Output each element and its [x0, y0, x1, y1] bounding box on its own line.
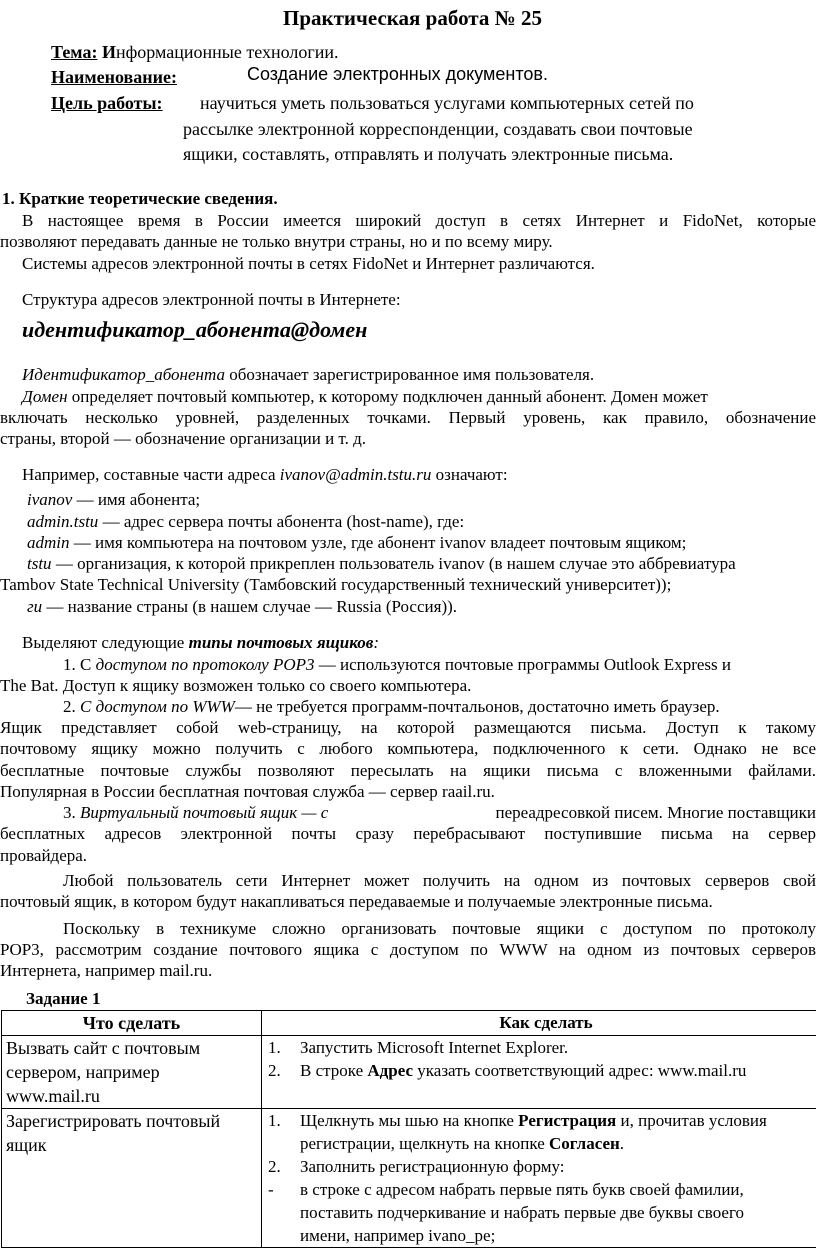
dash-bullet: - [266, 1178, 300, 1247]
type-2-term: С доступом по WWW [80, 697, 235, 716]
part-term: ivanov [27, 490, 72, 509]
types-post: : [373, 633, 379, 652]
example-line [22, 464, 816, 486]
step-text-pre: В строке [300, 1061, 367, 1080]
domain-line-2: включать несколько уровней, разделенных точками. Первый уровень, как правило, обозначение [0, 407, 816, 429]
paragraph-intro-line-1: В настоящее время в России имеется широкий доступ в сетях Интернет и FidoNet, которые [0, 210, 816, 232]
type-2-line-2: Ящик представляет собой web-страницу, на которой размещаются письма. Доступ к такому [0, 717, 816, 739]
domain-def: определяет почтовый компьютер, к которому подключен данный абонент. Домен может [68, 387, 708, 406]
step-number: 1. [266, 1036, 300, 1059]
domain-term: Домен [22, 387, 68, 406]
subitem-line-1: в строке с адресом набрать первые пять букв своей фамилии, [300, 1180, 744, 1199]
name-line [51, 65, 177, 89]
type-2-line-1 [63, 696, 816, 718]
part-term: ги [27, 597, 42, 616]
task-heading: Задание 1 [26, 989, 100, 1009]
part-term: admin.tstu [27, 512, 98, 531]
id-definition [22, 364, 816, 386]
type-2-line-3: почтовому ящику можно получить с любого компьютера, подключенного к сети. Однако не все [0, 738, 816, 760]
goal-line-2: рассылке электронной корреспонденции, создавать свои почтовые [183, 117, 693, 141]
type-3-def: переадресовкой писем. Многие поставщики [495, 802, 816, 824]
name-label: Наименование: [51, 67, 177, 87]
cell-how [262, 1036, 816, 1109]
example-pre: Например, составные части адреса [22, 465, 280, 484]
part-ivanov [27, 489, 816, 511]
step-text [300, 1109, 816, 1155]
paragraph-since-line-1: Поскольку в техникуме сложно организовать почтовые ящики с доступом по протоколу [0, 918, 816, 940]
part-admin [27, 532, 816, 554]
id-def: обозначает зарегистрированное имя пользователя. [225, 365, 594, 384]
step-text [300, 1059, 816, 1082]
types-pre: Выделяют следующие [22, 633, 189, 652]
type-1-line-2: The Bat. Доступ к ящику возможен только со своего компьютера. [0, 675, 816, 697]
paragraph-structure: Структура адресов электронной почты в Интернете: [22, 289, 816, 311]
type-3-line-2: бесплатных адресов электронной почты сразу перебрасывают поступившие письма на сервер [0, 823, 816, 845]
section-heading: 1. Краткие теоретические сведения. [2, 189, 278, 209]
topic-value: нформационные технологии. [116, 42, 339, 62]
paragraph-intro-line-2: позволяют передавать данные не только внутри страны, но и по всему миру. [0, 231, 816, 253]
types-term: типы почтовых ящиков [189, 633, 374, 652]
type-2-line-5: Популярная в России бесплатная почтовая служба — сервер raail.ru. [0, 781, 816, 803]
goal-label-line [51, 91, 163, 115]
subitem-line-3: имени, например ivano_pe; [300, 1226, 495, 1245]
paragraph-any-user-line-2: почтовый ящик, в котором будут накапливаться передаваемые и получаемые электронные письма. [0, 891, 816, 913]
step-number: 2. [266, 1155, 300, 1178]
paragraph-systems: Системы адресов электронной почты в сетях FidoNet и Интернет различаются. [22, 253, 816, 275]
step-text-post: указать соответствующий адрес: www.mail.ru [413, 1061, 746, 1080]
type-2-line-4: бесплатные почтовые службы позволяют пересылать на ящики письма с вложенными файлами. [0, 760, 816, 782]
goal-label: Цель работы: [51, 93, 163, 113]
paragraph-any-user-line-1: Любой пользователь сети Интернет может получить на одном из почтовых серверов свой [0, 870, 816, 892]
subitem-line-2: поставить подчеркивание и набрать первые две буквы своего [300, 1203, 744, 1222]
part-def: — организация, к которой прикреплен пользователь ivanov (в нашем случае это аббревиатура [52, 554, 736, 573]
topic-label: Тема: [51, 42, 97, 62]
step-number: 1. [266, 1109, 300, 1155]
part-def: — адрес сервера почты абонента (host-name), где: [98, 512, 464, 531]
part-def: — имя абонента; [72, 490, 200, 509]
table-row [2, 1109, 816, 1248]
table-header-row [2, 1011, 816, 1036]
type-1-line-1 [63, 654, 816, 676]
type-1-pre: 1. С [63, 655, 96, 674]
step-text-line-2: регистрации, щелкнуть на кнопке [300, 1134, 549, 1153]
part-tstu [27, 553, 816, 575]
step-item [266, 1109, 816, 1155]
step-item [266, 1036, 816, 1059]
cell-how [262, 1109, 816, 1248]
address-keyword: Адрес [367, 1061, 413, 1080]
goal-line-3: ящики, составлять, отправлять и получать электронные письма. [183, 142, 673, 166]
step-subitem [266, 1178, 816, 1247]
types-intro [22, 632, 816, 654]
part-term: tstu [27, 554, 52, 573]
name-value: Создание электронных документов. [247, 64, 548, 85]
part-term: admin [27, 533, 70, 552]
id-term: Идентификатор_абонента [22, 365, 225, 384]
goal-line-1: научиться уметь пользоваться услугами компьютерных сетей по [200, 91, 694, 115]
step-text-end: . [620, 1134, 624, 1153]
paragraph-since-line-2: POP3, рассмотрим создание почтового ящика с доступом по WWW на одном из почтовых серверов [0, 939, 816, 961]
column-header-what: Что сделать [2, 1011, 262, 1036]
type-3-line-1 [63, 802, 816, 824]
domain-line-3: страны, второй — обозначение организации и т. д. [0, 428, 816, 450]
address-formula: идентификатор_абонента@домен [22, 317, 367, 343]
step-item [266, 1155, 816, 1178]
part-tstu-continued: Tambov State Technical University (Тамбовский государственный технический университет)); [0, 574, 816, 596]
task-table [1, 1010, 816, 1248]
part-def: — имя компьютера на почтовом узле, где абонент ivanov владеет почтовым ящиком; [70, 533, 687, 552]
step-text [300, 1178, 816, 1247]
type-1-def: — используются почтовые программы Outlook Express и [315, 655, 731, 674]
type-3-line-3: провайдера. [0, 845, 816, 867]
step-number: 2. [266, 1059, 300, 1082]
part-admin-tstu [27, 511, 816, 533]
part-def: — название страны (в нашем случае — Russia (Россия)). [42, 597, 457, 616]
step-text-pre: Щелкнуть мы шью на кнопке [300, 1111, 518, 1130]
column-header-how: Как сделать [262, 1011, 816, 1036]
type-2-def: — не требуется программ-почтальонов, достаточно иметь браузер. [235, 697, 720, 716]
step-item [266, 1059, 816, 1082]
type-3-pre: 3. [63, 803, 80, 822]
example-post: означают: [431, 465, 507, 484]
paragraph-since-line-3: Интернета, например mail.ru. [0, 960, 816, 982]
type-3-left [63, 802, 328, 824]
agree-keyword: Согласен [549, 1134, 620, 1153]
step-text: Заполнить регистрационную форму: [300, 1155, 816, 1178]
type-2-pre: 2. [63, 697, 80, 716]
page-title: Практическая работа № 25 [283, 6, 542, 31]
register-keyword: Регистрация [518, 1111, 616, 1130]
part-ru [27, 596, 816, 618]
step-text: Запустить Microsoft Internet Explorer. [300, 1036, 816, 1059]
topic-line [51, 40, 339, 64]
cell-what: Вызвать сайт с почтовым сервером, например www.mail.ru [2, 1036, 262, 1109]
topic-first-letter: И [102, 42, 116, 62]
type-1-term: доступом по протоколу POP3 [96, 655, 315, 674]
example-address: ivanov@admin.tstu.ru [280, 465, 432, 484]
cell-what: Зарегистрировать почтовый ящик [2, 1109, 262, 1248]
table-row [2, 1036, 816, 1109]
step-text-post: и, прочитав условия [616, 1111, 767, 1130]
domain-definition [22, 386, 816, 408]
type-3-term: Виртуальный почтовый ящик — с [80, 803, 328, 822]
